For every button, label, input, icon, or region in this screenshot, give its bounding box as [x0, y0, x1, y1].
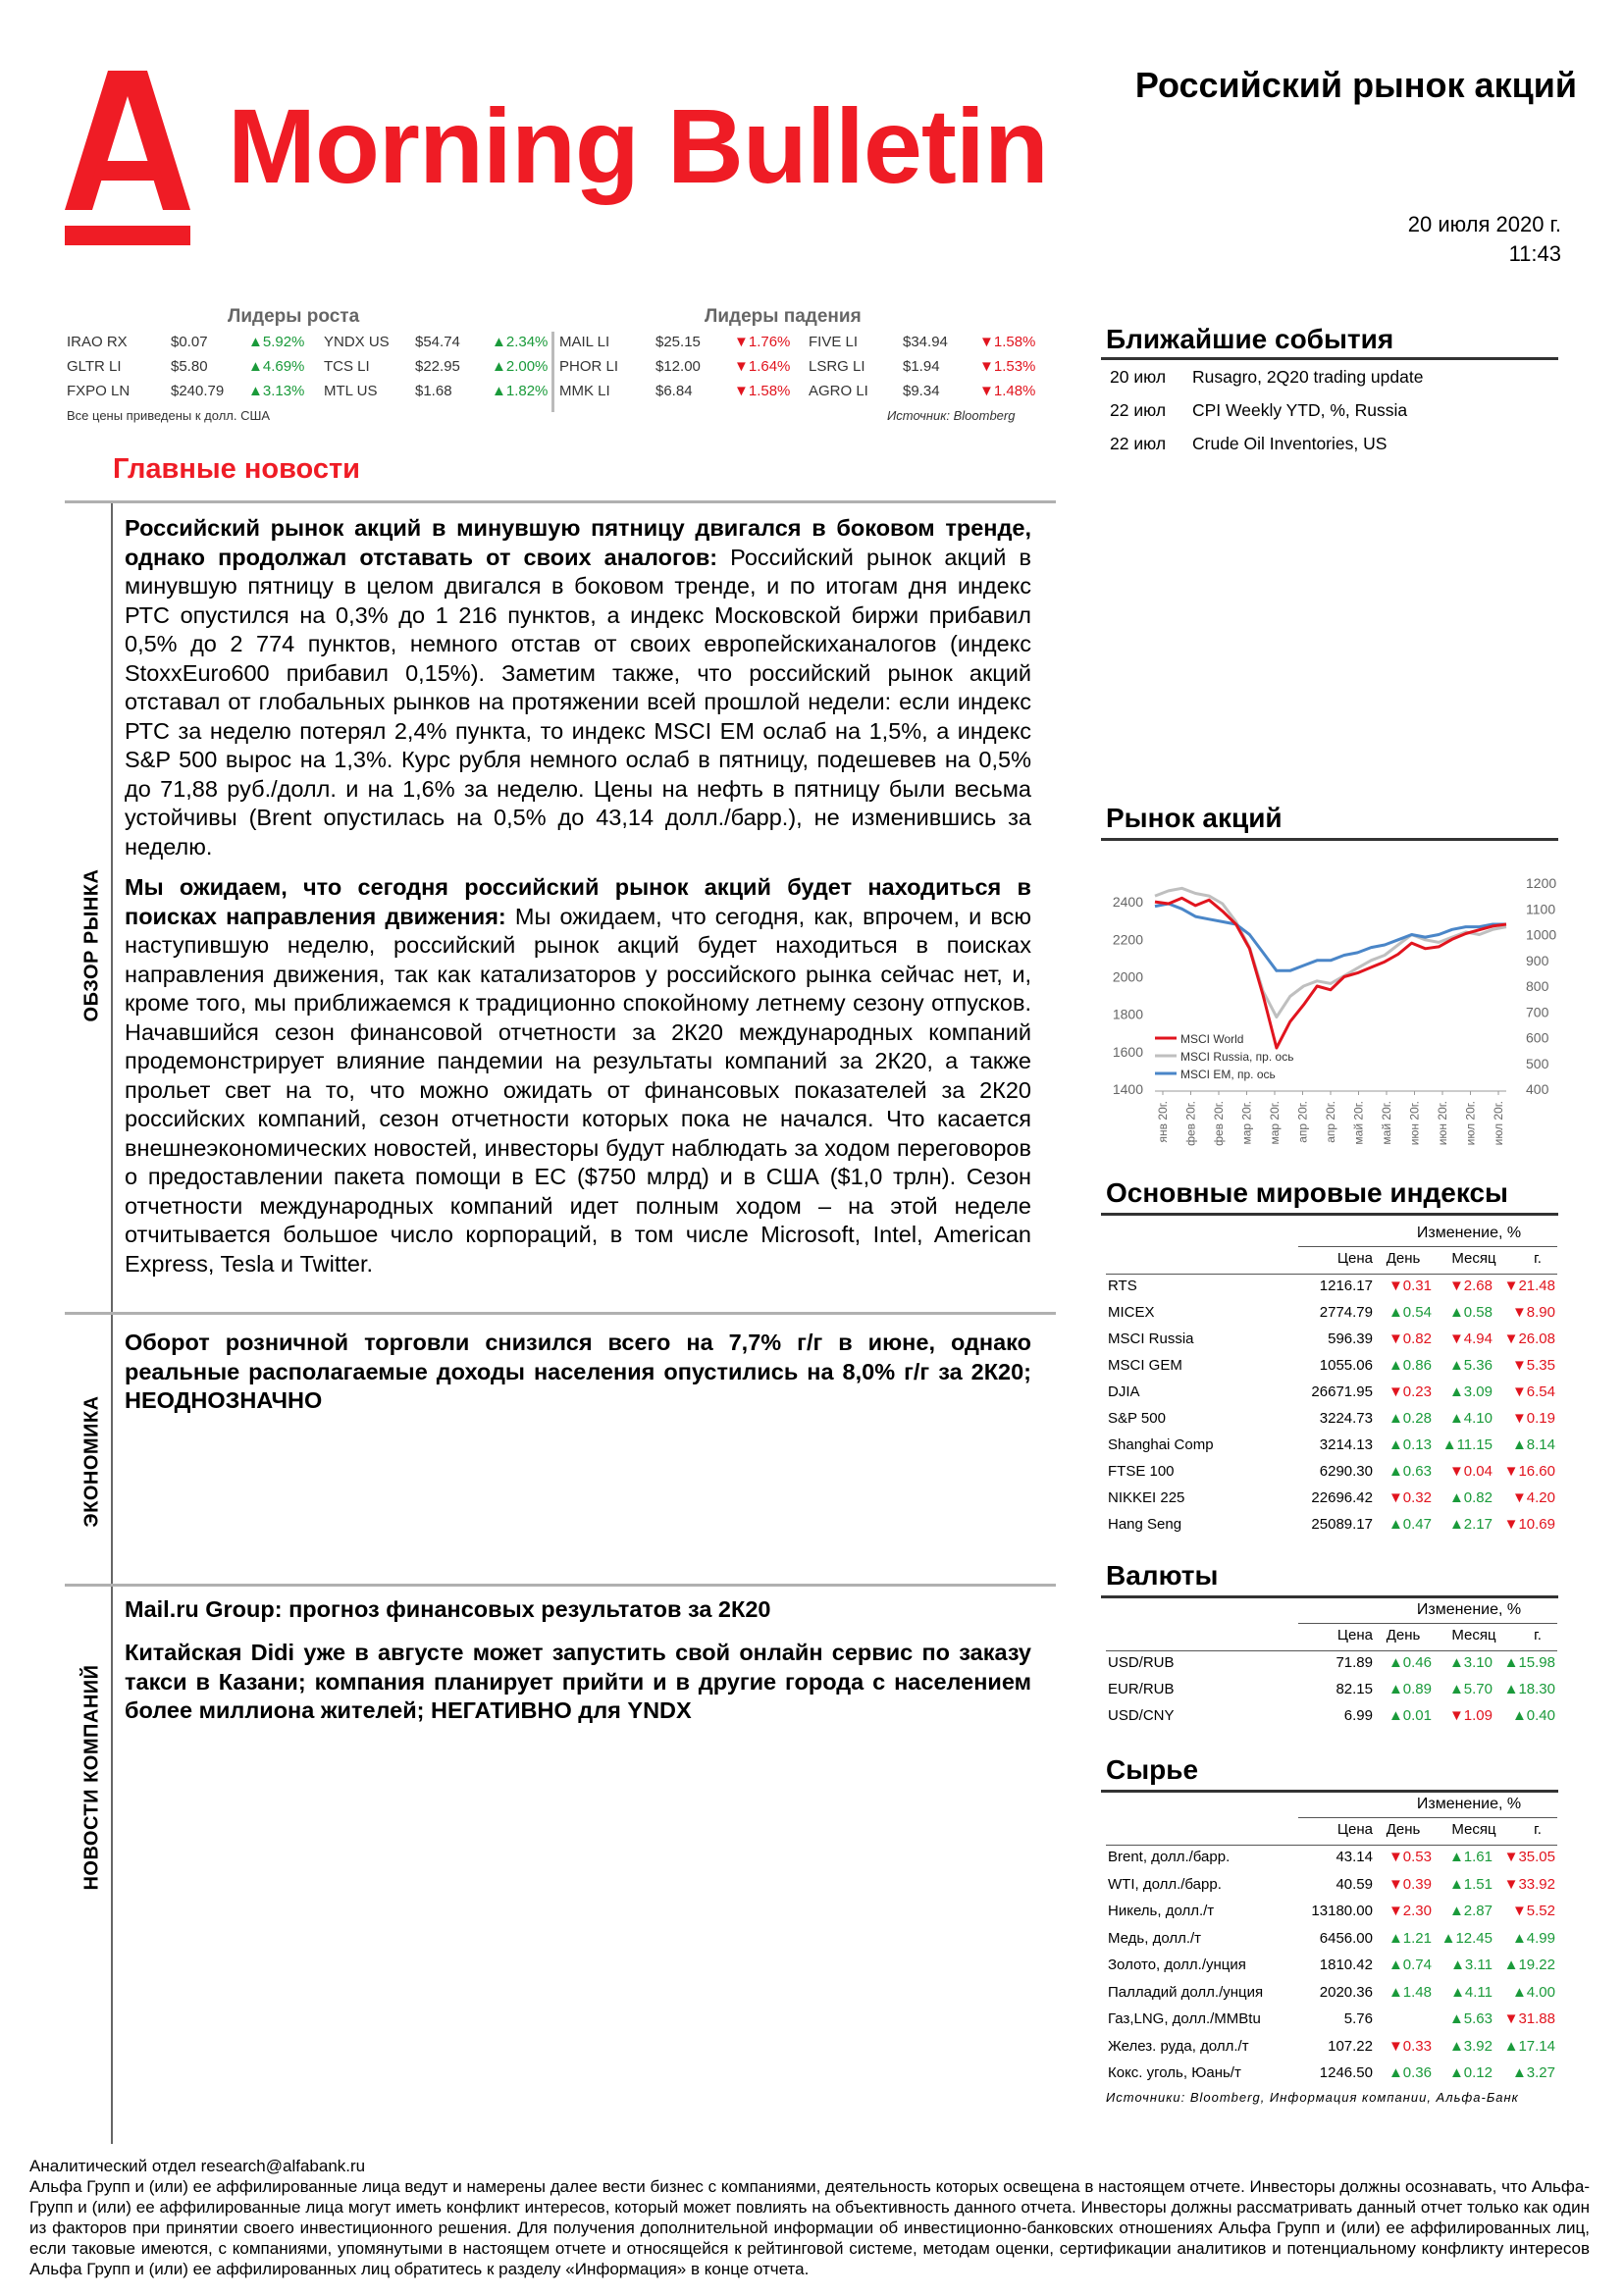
- column-header: День: [1386, 1250, 1421, 1267]
- change-month: ▲11.15: [1441, 1436, 1493, 1453]
- row-price: 6290.30: [1319, 1463, 1373, 1480]
- event-text: CPI Weekly YTD, %, Russia: [1192, 400, 1408, 420]
- row-name: EUR/RUB: [1108, 1681, 1175, 1697]
- change-month: ▲12.45: [1441, 1929, 1493, 1947]
- change-day: ▼0.82: [1388, 1331, 1432, 1347]
- row-price: 2020.36: [1319, 1983, 1373, 2001]
- row-price: 6.99: [1343, 1707, 1373, 1724]
- row-name: Shanghai Comp: [1108, 1436, 1214, 1453]
- section-rule: [1101, 1595, 1558, 1598]
- paragraph-headline: Российский рынок акций в минувшую пятницу двигался в боковом тренде, однако продолжал отставать от своих аналогов:: [125, 515, 1031, 570]
- event-row: [1106, 363, 1557, 395]
- paragraph-text: Мы ожидаем, что сегодня, как, впрочем, и всю наступившую неделю, российский рынок акций будет находиться в поисках направления движения, так как катализаторов у российского рынка сейчас нет, и, кроме того, мы приближаемся к традиционно спокойному летнему сезону отпусков. Начавшийся сезон финансовой отчетности за 2К20 международных компаний продемонстрирует влияние пандемии на результаты компаний за 2К20, а также прольет свет на то, что можно ожидать от финансовых показателей за 2К20 российских компаний, сезон отчетности которых пока не начался. Что касается внешнеэкономических новостей, инвесторы будут наблюдать за ходом переговоров о предоставлении пакета помощи в ЕС ($750 млрд) и в США ($1,0 трлн). Сезон отчетности международных компаний идет полным ходом – на этой неделе отчитывается большое число корпораций, в том числе Microsoft, Intel, American Express, Tesla и Twitter.: [125, 903, 1031, 1277]
- left-axis-tick: 2400: [1112, 894, 1143, 911]
- row-name: Кокс. уголь, Юань/т: [1108, 2064, 1241, 2081]
- table-row: [1106, 1681, 1557, 1706]
- table-row: [1106, 1903, 1557, 1928]
- change-month: ▲5.63: [1448, 2010, 1493, 2027]
- market-overview-paragraph-1: [125, 514, 1031, 861]
- change-month: ▲3.09: [1448, 1383, 1493, 1400]
- market-overview-paragraph-2: [125, 873, 1031, 1278]
- legend-label: MSCI Russia, пр. ось: [1180, 1050, 1294, 1064]
- column-header: Месяц: [1451, 1627, 1496, 1644]
- change-year: ▼33.92: [1503, 1875, 1555, 1893]
- footer-contact[interactable]: Аналитический отдел research@alfabank.ru: [29, 2157, 366, 2175]
- change-year: ▼5.52: [1511, 1903, 1555, 1919]
- row-name: Золото, долл./унция: [1108, 1957, 1246, 1973]
- price: $6.84: [655, 383, 693, 399]
- table-row: [1106, 1383, 1557, 1409]
- column-header: г.: [1534, 1821, 1542, 1838]
- column-header: Цена: [1336, 1821, 1373, 1838]
- change: ▼1.48%: [979, 383, 1036, 399]
- row-price: 1055.06: [1319, 1357, 1373, 1374]
- price: $5.80: [171, 358, 208, 375]
- row-price: 2774.79: [1319, 1304, 1373, 1321]
- table-row: [1106, 1331, 1557, 1356]
- economy-headline[interactable]: Оборот розничной торговли снизился всего на 7,7% г/г в июне, однако реальные располагаемые доходы населения опустились на 8,0% г/г за 2К20; НЕОДНОЗНАЧНО: [125, 1330, 1031, 1413]
- change-year: ▲18.30: [1503, 1681, 1555, 1697]
- row-name: USD/CNY: [1108, 1707, 1175, 1724]
- change-month: ▲4.11: [1450, 1983, 1493, 2001]
- row-name: Медь, долл./т: [1108, 1929, 1202, 1947]
- change-year: ▼31.88: [1503, 2010, 1555, 2027]
- change: ▲2.34%: [492, 334, 549, 350]
- currency-note: Все цены приведены к долл. США: [67, 408, 271, 423]
- change-year: ▲3.27: [1511, 2064, 1555, 2081]
- table-row: [1106, 1876, 1557, 1902]
- change: ▲4.69%: [248, 358, 305, 375]
- section-rule: [1101, 357, 1558, 360]
- change-month: ▲4.10: [1448, 1410, 1493, 1427]
- x-axis-tick-label: июн 20г.: [1407, 1101, 1422, 1146]
- change-day: ▲0.63: [1388, 1463, 1432, 1480]
- divider: [65, 1312, 1056, 1315]
- row-price: 82.15: [1336, 1681, 1373, 1697]
- row-name: Палладий долл./унция: [1108, 1983, 1264, 2001]
- commodities-title: Сырье: [1106, 1754, 1199, 1785]
- section-rule: [1101, 1790, 1558, 1793]
- document-date: [1408, 210, 1561, 269]
- price: $1.68: [415, 383, 452, 399]
- series-line-0: [1155, 898, 1506, 1048]
- row-name: S&P 500: [1108, 1410, 1166, 1427]
- table-row: [1106, 1849, 1557, 1874]
- row-name: Желез. руда, долл./т: [1108, 2037, 1249, 2055]
- x-axis-tick-label: июн 20г.: [1436, 1101, 1449, 1146]
- change-day: ▲0.28: [1388, 1410, 1432, 1427]
- column-header: День: [1386, 1821, 1421, 1838]
- ticker: MAIL LI: [559, 334, 610, 350]
- change-year: ▲4.99: [1511, 1929, 1555, 1947]
- change-month: ▲1.51: [1448, 1875, 1493, 1893]
- change-day: ▲1.21: [1388, 1929, 1432, 1947]
- change-year: ▼8.90: [1511, 1304, 1555, 1321]
- left-axis-tick: 2000: [1112, 968, 1143, 985]
- change-month: ▲3.92: [1448, 2037, 1493, 2055]
- ticker: MTL US: [324, 383, 378, 399]
- change-year: ▲19.22: [1503, 1957, 1555, 1973]
- change-header: Изменение, %: [1416, 1225, 1522, 1241]
- header-rule: [1106, 1845, 1557, 1846]
- change-month: ▲1.61: [1448, 1849, 1493, 1865]
- change: ▲2.00%: [492, 358, 549, 375]
- event-date: 20 июл: [1110, 367, 1167, 387]
- row-price: 1216.17: [1319, 1278, 1373, 1294]
- change-year: ▼21.48: [1503, 1278, 1555, 1294]
- row-name: RTS: [1108, 1278, 1137, 1294]
- change: ▲5.92%: [248, 334, 305, 350]
- fall-leaders-title: Лидеры падения: [705, 306, 862, 327]
- column-header: Месяц: [1451, 1821, 1496, 1838]
- change: ▼1.53%: [979, 358, 1036, 375]
- change-year: ▼16.60: [1503, 1463, 1555, 1480]
- currencies-title: Валюты: [1106, 1560, 1219, 1591]
- event-row: [1106, 430, 1557, 462]
- table-row: [1106, 2010, 1557, 2036]
- page-title: Morning Bulletin: [228, 86, 1048, 205]
- row-price: 13180.00: [1311, 1903, 1373, 1919]
- change-year: ▼5.35: [1511, 1357, 1555, 1374]
- change: ▼1.76%: [734, 334, 791, 350]
- row-price: 1246.50: [1319, 2064, 1373, 2081]
- date-text: 20 июля 2020 г.: [1407, 212, 1561, 236]
- change-day: ▼0.39: [1388, 1875, 1432, 1893]
- price: $240.79: [171, 383, 225, 399]
- leader-row: [67, 358, 1048, 382]
- row-name: NIKKEI 225: [1108, 1489, 1185, 1506]
- change: ▲1.82%: [492, 383, 549, 399]
- price: $34.94: [903, 334, 948, 350]
- section-label-market: ОБЗОР РЫНКА: [80, 868, 103, 1022]
- change-year: ▲8.14: [1511, 1436, 1555, 1453]
- stock-market-title: Рынок акций: [1106, 803, 1283, 833]
- change: ▼1.58%: [734, 383, 791, 399]
- row-price: 3214.13: [1319, 1436, 1373, 1453]
- column-header: Месяц: [1451, 1250, 1496, 1267]
- ticker: YNDX US: [324, 334, 390, 350]
- left-axis-tick: 1800: [1112, 1006, 1143, 1022]
- table-row: [1106, 1516, 1557, 1541]
- paragraph-headline: Мы ожидаем, что сегодня российский рынок акций будет находиться в поисках направления движения:: [125, 874, 1031, 929]
- row-price: 43.14: [1336, 1849, 1373, 1865]
- row-name: FTSE 100: [1108, 1463, 1175, 1480]
- change-year: ▲17.14: [1503, 2037, 1555, 2055]
- change-year: ▼35.05: [1503, 1849, 1555, 1865]
- section-rule: [1101, 838, 1558, 841]
- change-day: ▼2.30: [1388, 1903, 1432, 1919]
- change-month: ▲3.11: [1450, 1957, 1493, 1973]
- change-day: ▼0.31: [1388, 1278, 1432, 1294]
- change-year: ▼10.69: [1503, 1516, 1555, 1533]
- legend-label: MSCI EM, пр. ось: [1180, 1068, 1276, 1081]
- table-row: [1106, 2064, 1557, 2090]
- price: $9.34: [903, 383, 940, 399]
- change-day: ▲0.46: [1388, 1654, 1432, 1671]
- left-axis-tick: 1400: [1112, 1081, 1143, 1097]
- x-axis-tick-label: мар 20г.: [1268, 1101, 1282, 1145]
- change-header: Изменение, %: [1416, 1601, 1522, 1618]
- section-divider: [111, 503, 113, 2144]
- event-text: Rusagro, 2Q20 trading update: [1192, 367, 1424, 387]
- right-axis-tick: 1100: [1526, 901, 1556, 917]
- events-title: Ближайшие события: [1106, 324, 1394, 354]
- section-rule: [1101, 1213, 1558, 1216]
- change-month: ▲3.10: [1448, 1654, 1493, 1671]
- series-line-1: [1155, 888, 1506, 1017]
- change-year: ▲0.40: [1511, 1707, 1555, 1724]
- table-row: [1106, 1957, 1557, 1982]
- company-headline-didi[interactable]: Китайская Didi уже в августе может запустить свой онлайн сервис по заказу такси в Казани; компания планирует прийти и в другие города с населением более миллиона жителей; НЕГАТИВНО для YNDX: [125, 1640, 1031, 1723]
- header-rule: [1106, 1650, 1557, 1651]
- x-axis-tick-label: апр 20г.: [1324, 1101, 1337, 1143]
- row-price: 22696.42: [1311, 1489, 1373, 1506]
- right-axis-tick: 700: [1526, 1004, 1549, 1020]
- right-axis-tick: 600: [1526, 1029, 1549, 1046]
- leaders-source: Источник: Bloomberg: [887, 408, 1016, 423]
- column-header: Цена: [1336, 1250, 1373, 1267]
- ticker: FXPO LN: [67, 383, 131, 399]
- row-name: USD/RUB: [1108, 1654, 1175, 1671]
- divider: [65, 1584, 1056, 1587]
- change-month: ▲2.87: [1448, 1903, 1493, 1919]
- change-day: ▼0.33: [1388, 2037, 1432, 2055]
- table-row: [1106, 1410, 1557, 1435]
- ticker: IRAO RX: [67, 334, 128, 350]
- x-axis-tick-label: июл 20г.: [1492, 1101, 1505, 1146]
- change-month: ▲0.12: [1448, 2064, 1493, 2081]
- row-name: Никель, долл./т: [1108, 1903, 1215, 1919]
- x-axis-tick-label: фев 20г.: [1183, 1101, 1198, 1146]
- price: $12.00: [655, 358, 701, 375]
- change-year: ▲15.98: [1503, 1654, 1555, 1671]
- change-day: ▲0.36: [1388, 2064, 1432, 2081]
- commodities-source: Источники: Bloomberg, Информация компании, Альфа-Банк: [1106, 2090, 1519, 2105]
- change-year: ▼26.08: [1503, 1331, 1555, 1347]
- column-header: г.: [1534, 1627, 1542, 1644]
- x-axis-tick-label: май 20г.: [1380, 1101, 1393, 1145]
- ticker: AGRO LI: [809, 383, 868, 399]
- change-day: ▼0.23: [1388, 1383, 1432, 1400]
- row-price: 5.76: [1343, 2010, 1373, 2027]
- change-month: ▼2.68: [1448, 1278, 1493, 1294]
- row-name: WTI, долл./барр.: [1108, 1875, 1222, 1893]
- row-name: Газ,LNG, долл./MMBtu: [1108, 2010, 1261, 2027]
- footer: [29, 2156, 1590, 2279]
- change-year: ▲4.00: [1511, 1983, 1555, 2001]
- row-name: MSCI GEM: [1108, 1357, 1182, 1374]
- footer-disclaimer: Альфа Групп и (или) ее аффилированные лица ведут и намерены далее вести бизнес с компаниями, деятельность которых освещена в настоящем отчете. Инвесторы должны осознавать, что Альфа-Групп и (или) ее аффилированные лица могут иметь конфликт интересов, который может повлиять на объективность данного отчета. Инвесторы должны рассматривать данный отчет только как один из факторов при принятии своего инвестиционного решения. Для получения дополнительной информации об инвестиционно-банковских отношениях Альфа Групп и (или) ее аффилированных лиц, если таковые имеются, с компаниями, упомянутыми в настоящем отчете и относящейся к рейтинговой системе, методам оценки, сертификации аналитиков и потенциальному конфликту интересов Альфа Групп и (или) ее аффилированных лиц обратитесь к разделу «Информация» в конце отчета.: [29, 2177, 1590, 2278]
- table-row: [1106, 1304, 1557, 1330]
- header-rule: [1298, 1246, 1557, 1247]
- change-month: ▼4.94: [1448, 1331, 1493, 1347]
- x-axis-tick-label: июл 20г.: [1463, 1101, 1478, 1146]
- change-month: ▲2.17: [1448, 1516, 1493, 1533]
- table-row: [1106, 1436, 1557, 1462]
- row-name: Brent, долл./барр.: [1108, 1849, 1231, 1865]
- row-name: Hang Seng: [1108, 1516, 1182, 1533]
- left-axis-tick: 2200: [1112, 931, 1143, 948]
- ticker: TCS LI: [324, 358, 370, 375]
- change-day: ▲0.74: [1388, 1957, 1432, 1973]
- change-day: ▲0.47: [1388, 1516, 1432, 1533]
- change-month: ▲0.58: [1448, 1304, 1493, 1321]
- table-row: [1106, 1489, 1557, 1515]
- document-category: Российский рынок акций: [1134, 65, 1577, 105]
- left-axis-tick: 1600: [1112, 1043, 1143, 1060]
- growth-leaders-title: Лидеры роста: [228, 306, 360, 327]
- price: $0.07: [171, 334, 208, 350]
- stock-market-chart: [1094, 863, 1565, 1168]
- main-news-title: Главные новости: [113, 453, 361, 485]
- row-price: 26671.95: [1311, 1383, 1373, 1400]
- alfa-logo-icon: [65, 71, 190, 245]
- event-date: 22 июл: [1110, 434, 1167, 453]
- change-year: ▼0.19: [1511, 1410, 1555, 1427]
- change-day: ▲0.01: [1388, 1707, 1432, 1724]
- section-label-companies: НОВОСТИ КОМПАНИЙ: [80, 1664, 103, 1891]
- table-row: [1106, 1357, 1557, 1383]
- table-row: [1106, 2038, 1557, 2063]
- row-name: MICEX: [1108, 1304, 1155, 1321]
- row-name: MSCI Russia: [1108, 1331, 1194, 1347]
- leader-row: [67, 334, 1048, 357]
- price: $1.94: [903, 358, 940, 375]
- x-axis-tick-label: мар 20г.: [1239, 1101, 1254, 1145]
- ticker: FIVE LI: [809, 334, 859, 350]
- row-price: 25089.17: [1311, 1516, 1373, 1533]
- change-day: ▲0.13: [1388, 1436, 1432, 1453]
- price: $25.15: [655, 334, 701, 350]
- time-text: 11:43: [1508, 241, 1561, 266]
- change-year: ▼6.54: [1511, 1383, 1555, 1400]
- header-rule: [1298, 1623, 1557, 1624]
- world-indices-title: Основные мировые индексы: [1106, 1177, 1508, 1208]
- event-text: Crude Oil Inventories, US: [1192, 434, 1388, 453]
- divider: [65, 500, 1056, 503]
- change-year: ▼4.20: [1511, 1489, 1555, 1506]
- change-month: ▲0.82: [1448, 1489, 1493, 1506]
- change-month: ▼0.04: [1448, 1463, 1493, 1480]
- table-row: [1106, 1463, 1557, 1488]
- right-axis-tick: 900: [1526, 952, 1549, 968]
- table-row: [1106, 1278, 1557, 1303]
- row-price: 1810.42: [1319, 1957, 1373, 1973]
- row-price: 3224.73: [1319, 1410, 1373, 1427]
- table-row: [1106, 1654, 1557, 1680]
- change-day: ▼0.32: [1388, 1489, 1432, 1506]
- change-month: ▲5.36: [1448, 1357, 1493, 1374]
- row-price: 6456.00: [1319, 1929, 1373, 1947]
- ticker: PHOR LI: [559, 358, 619, 375]
- column-header: г.: [1534, 1250, 1542, 1267]
- change-day: ▼0.53: [1388, 1849, 1432, 1865]
- change-header: Изменение, %: [1416, 1796, 1522, 1812]
- table-row: [1106, 1707, 1557, 1733]
- price: $22.95: [415, 358, 460, 375]
- x-axis-tick-label: янв 20г.: [1156, 1101, 1170, 1143]
- header-rule: [1106, 1274, 1557, 1275]
- column-header: День: [1386, 1627, 1421, 1644]
- change: ▼1.64%: [734, 358, 791, 375]
- row-price: 71.89: [1336, 1654, 1373, 1671]
- right-axis-tick: 1000: [1526, 926, 1557, 943]
- row-price: 107.22: [1328, 2037, 1373, 2055]
- event-row: [1106, 396, 1557, 429]
- ticker: MMK LI: [559, 383, 610, 399]
- row-name: DJIA: [1108, 1383, 1140, 1400]
- change-day: ▲0.86: [1388, 1357, 1432, 1374]
- x-axis-tick-label: май 20г.: [1351, 1101, 1366, 1145]
- legend-label: MSCI World: [1180, 1032, 1244, 1046]
- column-header: Цена: [1336, 1627, 1373, 1644]
- right-axis-tick: 1200: [1526, 875, 1557, 891]
- right-axis-tick: 400: [1526, 1081, 1549, 1097]
- change-month: ▼1.09: [1448, 1707, 1493, 1724]
- company-headline-mailru[interactable]: Mail.ru Group: прогноз финансовых результатов за 2К20: [125, 1596, 771, 1622]
- ticker: GLTR LI: [67, 358, 122, 375]
- row-price: 596.39: [1328, 1331, 1373, 1347]
- right-axis-tick: 800: [1526, 978, 1549, 994]
- table-row: [1106, 1930, 1557, 1956]
- change-day: ▲0.54: [1388, 1304, 1432, 1321]
- leader-row: [67, 383, 1048, 406]
- paragraph-text: Российский рынок акций в минувшую пятницу в целом двигался в боковом тренде, и по итогам дня индекс РТС опустился на 0,3% до 1 216 пунктов, а индекс Московской биржи прибавил 0,5% до 2 774 пунктов, немного отстав от своих европейскиханалогов (индекс StoxxEuro600 прибавил 0,15%). Заметим также, что российский рынок акций отставал от глобальных рынков на протяжении всей прошлой недели: если индекс РТС за неделю потерял 2,4% пункта, то индекс MSCI EM ослаб на 1,5%, а индекс S&P 500 вырос на 1,3%. Курс рубля немного ослаб в пятницу, подешевев на 0,5% до 71,88 руб./долл. и на 1,6% за неделю. Цены на нефть в пятницу были весьма устойчивы (Brent опустилась на 0,5% до 43,14 долл./барр.), не изменившись за неделю.: [125, 544, 1031, 860]
- change: ▲3.13%: [248, 383, 305, 399]
- change-day: ▲1.48: [1388, 1983, 1432, 2001]
- section-label-economy: ЭКОНОМИКА: [80, 1395, 103, 1528]
- x-axis-tick-label: апр 20г.: [1295, 1101, 1310, 1143]
- change-month: ▲5.70: [1448, 1681, 1493, 1697]
- x-axis-tick-label: фев 20г.: [1212, 1101, 1226, 1146]
- change: ▼1.58%: [979, 334, 1036, 350]
- right-axis-tick: 500: [1526, 1055, 1549, 1071]
- change-day: ▲0.89: [1388, 1681, 1432, 1697]
- event-date: 22 июл: [1110, 400, 1167, 420]
- ticker: LSRG LI: [809, 358, 865, 375]
- table-row: [1106, 1984, 1557, 2009]
- price: $54.74: [415, 334, 460, 350]
- row-price: 40.59: [1336, 1875, 1373, 1893]
- header-rule: [1298, 1817, 1557, 1818]
